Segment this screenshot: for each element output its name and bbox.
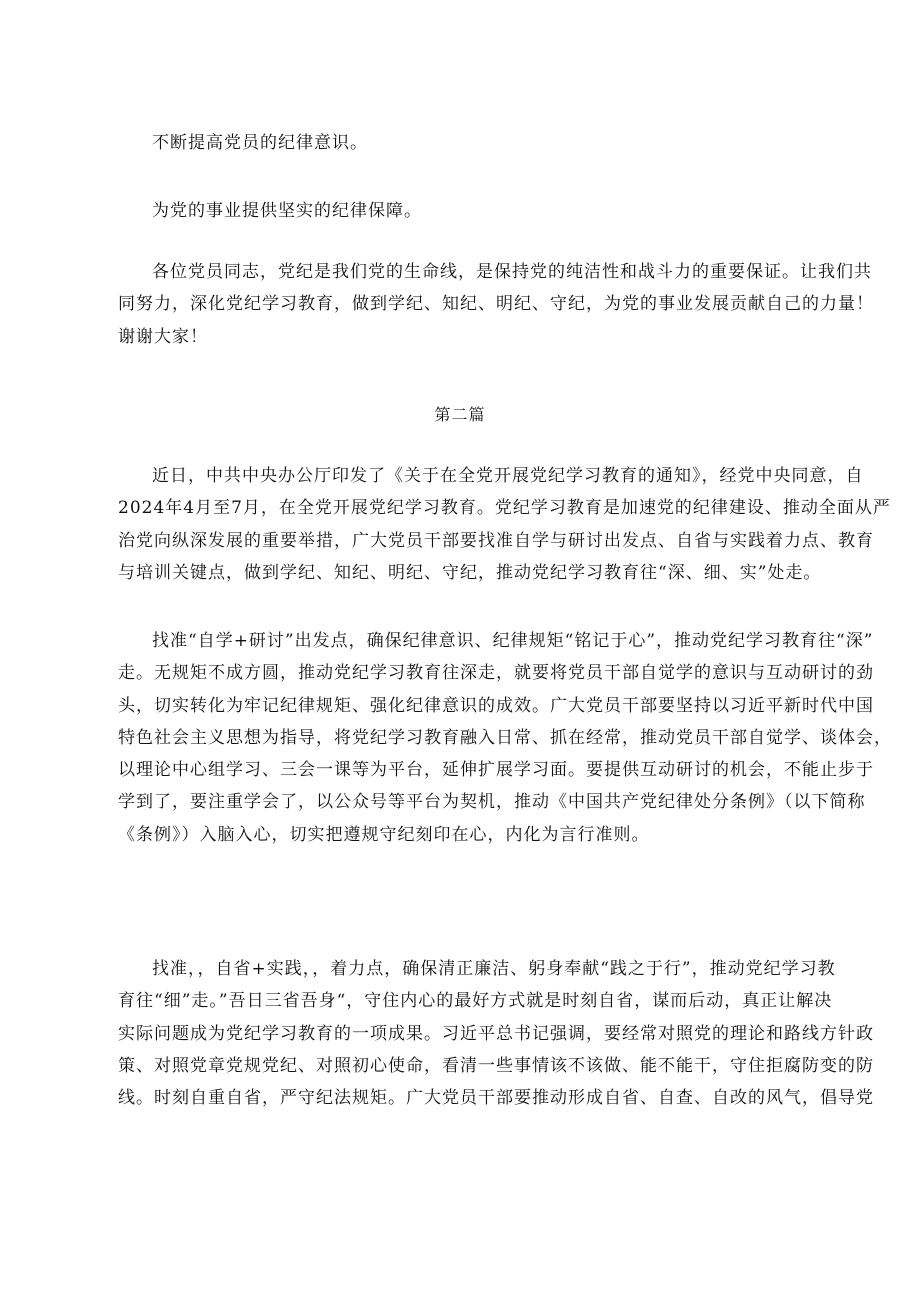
text-line: 2024年4月至7月，在全党开展党纪学习教育。党纪学习教育是加速党的纪律建设、推动全面从严 (118, 498, 891, 519)
text-line: 近日，中共中央办公厅印发了《关于在全党开展党纪学习教育的通知》，经党中央同意，自 (152, 466, 864, 486)
paragraph-self-study (118, 625, 892, 851)
text-line: 各位党员同志，党纪是我们党的生命线，是保持党的纯洁性和战斗力的重要保证。让我们共 (152, 262, 872, 282)
paragraph-closing-remarks (118, 256, 874, 353)
text-line: 为党的事业提供坚实的纪律保障。 (152, 201, 422, 221)
text-line: 谢谢大家！ (118, 326, 208, 347)
text-line: 特色社会主义思想为指导，将党纪学习教育融入日常、抓在经常，推动党员干部自觉学、谈体会， (118, 727, 892, 748)
text-line: 《条例》）入脑入心，切实把遵规守纪刻印在心，内化为言行准则。 (118, 824, 650, 845)
text-line: 头，切实转化为牢记纪律规矩、强化纪律意识的成效。广大党员干部要坚持以习近平新时代中国 (118, 695, 874, 716)
text-line: 找准，，自省+实践，，着力点，确保清正廉洁、躬身奉献“践之于行”，推动党纪学习教 (152, 959, 836, 979)
text-line: 与培训关键点，做到学纪、知纪、明纪、守纪，推动党纪学习教育往“深、细、实”处走。 (118, 562, 822, 583)
paragraph-self-reflection (118, 953, 874, 1114)
text-line: 线。时刻自重自省，严守纪法规矩。广大党员干部要推动形成自省、自查、自改的风气，倡导党 (118, 1088, 874, 1109)
text-line: 走。无规矩不成方圆，推动党纪学习教育往深走，就要将党员干部自觉学的意识与互动研讨的劲 (118, 663, 874, 684)
text-line: 找准“自学+研讨”出发点，确保纪律意识、纪律规矩“铭记于心”，推动党纪学习教育往“深” (152, 631, 874, 651)
paragraph-notice-intro (118, 460, 891, 589)
text-line: 同努力，深化党纪学习教育，做到学纪、知纪、明纪、守纪，为党的事业发展贡献自己的力量！ (118, 294, 874, 315)
text-line: 实际问题成为党纪学习教育的一项成果。习近平总书记强调，要经常对照党的理论和路线方针政 (118, 1023, 874, 1044)
text-line: 学到了，要注重学会了，以公众号等平台为契机，推动《中国共产党纪律处分条例》（以下简称 (118, 792, 866, 813)
text-line: 不断提高党员的纪律意识。 (152, 133, 368, 153)
text-line: 以理论中心组学习、三会一课等为平台，延伸扩展学习面。要提供互动研讨的机会，不能止步于 (118, 760, 874, 781)
paragraph-discipline-awareness (118, 127, 858, 159)
text-line: 育往“细”走。”吾日三省吾身“，守住内心的最好方式就是时刻自省，谋而后动，真正让解决 (118, 991, 833, 1012)
paragraph-discipline-guarantee (118, 195, 858, 227)
text-line: 策、对照党章党规党纪、对照初心使命，看清一些事情该不该做、能不能干，守住拒腐防变的防 (118, 1055, 874, 1076)
text-line: 治党向纵深发展的重要举措，广大党员干部要找准自学与研讨出发点、自省与实践着力点、教育 (118, 530, 874, 551)
section-heading: 第二篇 (434, 405, 486, 424)
